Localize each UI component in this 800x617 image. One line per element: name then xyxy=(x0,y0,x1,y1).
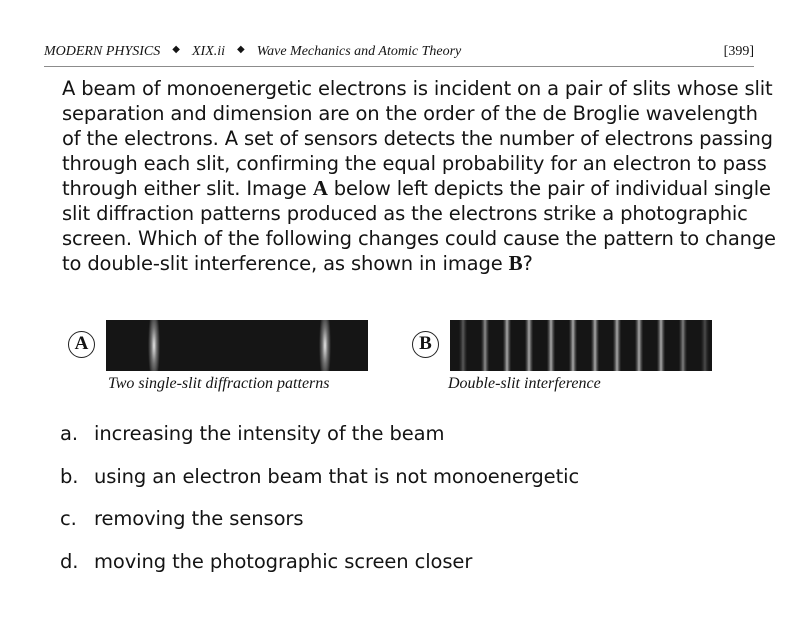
choice-text: using an electron beam that is not monoenergetic xyxy=(94,464,580,488)
question-line-part: to double-slit interference, as shown in image xyxy=(62,252,509,275)
choice-text: removing the sensors xyxy=(94,507,304,530)
question-line-part: below left depicts the pair of individual single xyxy=(327,177,771,200)
answer-choice-d[interactable] xyxy=(60,550,579,593)
header-topic: Wave Mechanics and Atomic Theory xyxy=(256,44,462,59)
choice-letter: c. xyxy=(60,507,77,530)
question-line xyxy=(62,251,762,276)
answer-choices xyxy=(60,422,579,592)
answer-choice-c[interactable] xyxy=(60,507,579,550)
question-line: slit diffraction patterns produced as the electrons strike a photographic xyxy=(62,202,748,225)
page-number: [399] xyxy=(723,44,754,59)
question-line xyxy=(62,176,771,201)
answer-choice-b[interactable] xyxy=(60,465,579,508)
running-header xyxy=(44,42,754,67)
choice-letter: a. xyxy=(60,422,78,445)
question-line-part: ? xyxy=(522,252,533,275)
diamond-separator-icon: ◆ xyxy=(172,44,180,55)
choice-text: moving the photographic screen closer xyxy=(94,549,473,573)
header-section: XIX.ii xyxy=(191,44,226,59)
question-line: screen. Which of the following changes could cause the pattern to change xyxy=(62,227,776,250)
question-line: A beam of monoenergetic electrons is incident on a pair of slits whose slit xyxy=(62,77,773,100)
image-b-reference: B xyxy=(508,251,523,275)
header-left xyxy=(44,44,461,59)
single-slit-diffraction-image xyxy=(106,320,368,371)
question-line: separation and dimension are on the order of the de Broglie wavelength xyxy=(62,102,758,125)
choice-letter: b. xyxy=(60,464,79,488)
image-a-reference: A xyxy=(312,176,328,200)
double-slit-interference-image xyxy=(450,320,712,371)
question-text xyxy=(62,76,776,276)
diamond-separator-icon: ◆ xyxy=(237,44,245,55)
question-line: through each slit, confirming the equal probability for an electron to pass xyxy=(62,152,767,175)
figure-b-label: B xyxy=(412,331,439,358)
figure-b-caption: Double-slit interference xyxy=(448,375,601,392)
figure-a-label: A xyxy=(68,331,95,358)
question-line-part: through either slit. Image xyxy=(62,177,313,200)
choice-text: increasing the intensity of the beam xyxy=(94,422,445,445)
question-line: of the electrons. A set of sensors detects the number of electrons passing xyxy=(62,127,773,150)
figure-a-caption: Two single-slit diffraction patterns xyxy=(108,375,330,392)
choice-letter: d. xyxy=(60,549,79,573)
answer-choice-a[interactable] xyxy=(60,422,579,465)
header-subject: MODERN PHYSICS xyxy=(44,44,161,59)
